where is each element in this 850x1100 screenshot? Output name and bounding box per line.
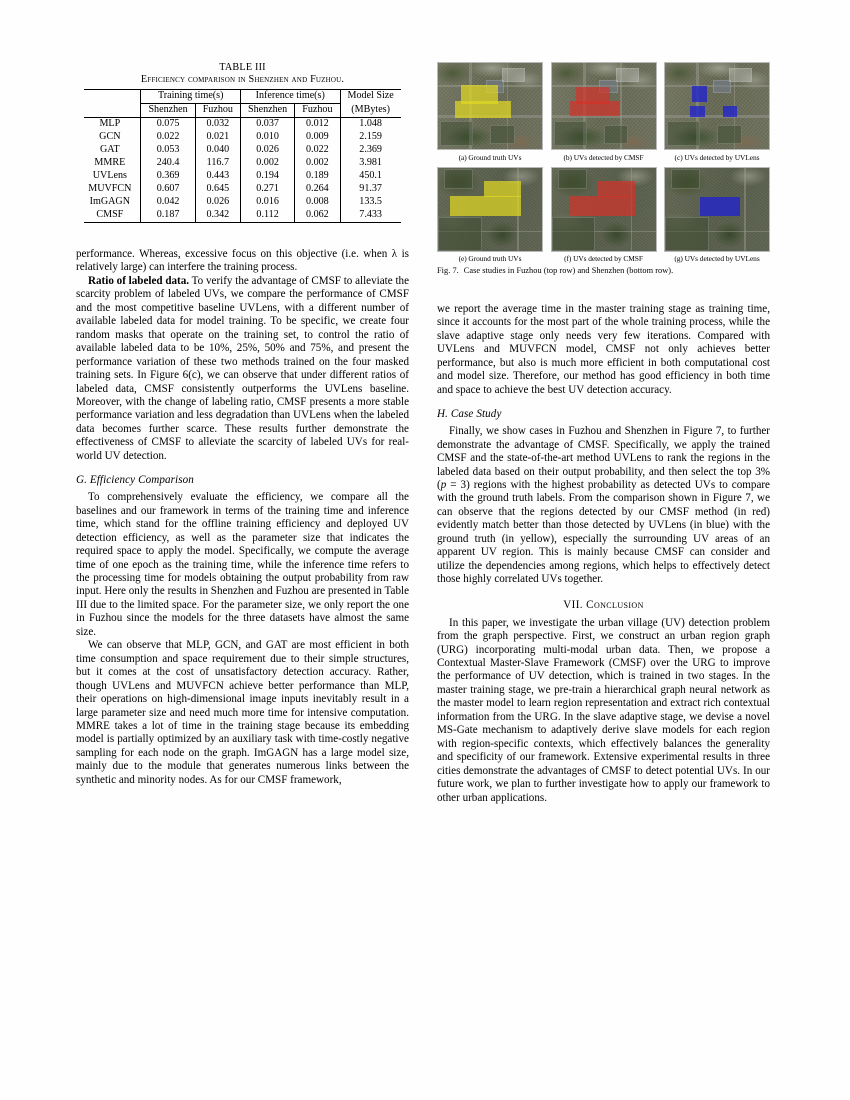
vegetation-block (440, 121, 473, 145)
cell-train-shenzhen: 0.042 (141, 196, 195, 209)
paragraph-case-study (437, 425, 770, 586)
uv-overlay-region (723, 106, 737, 117)
figure-row-top (437, 62, 770, 162)
corner-cell-2 (84, 103, 141, 117)
right-column (437, 303, 770, 805)
group-header-training: Training time(s) (141, 89, 241, 103)
paragraph-continued: performance. Whereas, excessive focus on this objective (i.e. when λ is relatively large) can interfere the training process. (76, 248, 409, 274)
cell-model-size: 2.369 (340, 144, 401, 157)
paragraph-conclusion: In this paper, we investigate the urban village (UV) detection problem from the graph perspective. First, we construct an urban region graph (URG) incorporating multi-modal urban data. Then, we propose a Contextual Master-Slave Framework (CMSF) over the URG to improve the performance of UV detection, which is trained in two stages. In the master training stage, we pre-train a hierarchical graph neural network as the master model to learn region representation and extract rich contextual information from the URG. In the slave adaptive stage, we devise a novel MS-Gate mechanism to adaptively derive slave models for each region with region-specific contexts, which effectively balances the generality and specificity of our framework. Extensive experimental results in three cities demonstrate the advantages of CMSF to detect potential UVs. In our future work, we plan to further investigate how to apply our framework to other urban applications. (437, 616, 770, 804)
satellite-image-e (437, 167, 543, 252)
table-header-group-row (84, 89, 401, 103)
cell-train-shenzhen: 0.075 (141, 117, 195, 130)
figure-panel-f (551, 167, 657, 264)
cell-infer-shenzhen: 0.112 (240, 209, 294, 222)
figure-caption-text: Case studies in Fuzhou (top row) and Shenzhen (bottom row). (463, 266, 674, 275)
cell-model-size: 133.5 (340, 196, 401, 209)
table-caption: Efficiency comparison in Shenzhen and Fuzhou. (140, 74, 345, 86)
vegetation-block (558, 169, 587, 189)
satellite-image-b (551, 62, 657, 150)
figure-panel-e (437, 167, 543, 264)
vegetation-block (552, 217, 596, 251)
cell-infer-shenzhen: 0.026 (240, 144, 294, 157)
row-label: MLP (84, 117, 141, 130)
figure-7-block (437, 62, 770, 276)
vegetation-block (438, 217, 482, 251)
cell-infer-shenzhen: 0.002 (240, 157, 294, 170)
row-label: MMRE (94, 157, 126, 169)
table-row (84, 183, 401, 196)
subcaption-e: (e) Ground truth UVs (458, 254, 522, 263)
table-row (84, 144, 401, 157)
cell-infer-fuzhou: 0.008 (295, 196, 340, 209)
road-vertical (744, 167, 746, 252)
table-row (84, 196, 401, 209)
vegetation-block (717, 125, 742, 144)
cell-infer-shenzhen: 0.194 (240, 170, 294, 183)
cell-train-fuzhou: 116.7 (195, 157, 240, 170)
subheader-infer-shenzhen: Shenzhen (240, 103, 294, 117)
figure-panel-c (664, 62, 770, 162)
row-label: GAT (100, 144, 120, 156)
building-block (502, 68, 525, 82)
cell-train-shenzhen: 0.022 (141, 131, 195, 144)
cell-infer-fuzhou: 0.002 (295, 157, 340, 170)
uv-overlay-region (570, 101, 620, 116)
building-block (729, 68, 752, 82)
subheader-model-size-unit: (MBytes) (340, 103, 401, 117)
subheader-infer-fuzhou: Fuzhou (295, 103, 340, 117)
efficiency-table (84, 89, 401, 223)
vegetation-block (444, 169, 473, 189)
subcaption-c: (c) UVs detected by UVLens (674, 152, 760, 162)
cell-train-shenzhen: 0.607 (141, 183, 195, 196)
table-body (84, 117, 401, 222)
subcaption-b: (b) UVs detected by CMSF (563, 152, 644, 162)
paragraph-g-2: We can observe that MLP, GCN, and GAT are most efficient in both time consumption and space requirement due to their simple structures, but it comes at the cost of unsatisfactory detection accuracy. Rather, though UVLens and MUVFCN achieve better performance than MLP, their operations on high-dimensional image inputs inevitably result in a large parameter size and need much more time for intensive computation. MMRE takes a lot of time in the training stage because its embedding model is partially optimized by an auxiliary task with time-costly negative sampling for each node on the graph. ImGAGN has a large model size, mainly due to the module that generates numerous links between the synthetic and minority nodes. As for our CMSF framework, (76, 639, 409, 786)
cell-infer-fuzhou: 0.062 (295, 209, 340, 222)
road-horizontal (664, 115, 770, 118)
figure-panel-a (437, 62, 543, 162)
satellite-image-c (664, 62, 770, 150)
row-label: CMSF (84, 209, 141, 222)
cell-model-size: 450.1 (340, 170, 401, 183)
cell-model-size: 7.433 (340, 209, 401, 222)
cell-infer-fuzhou: 0.189 (295, 170, 340, 183)
section-heading-vii: VII. Conclusion (563, 598, 644, 611)
uv-overlay-region (570, 196, 634, 216)
uv-overlay-region (690, 106, 705, 117)
cell-train-fuzhou: 0.645 (195, 183, 240, 196)
case-study-part2: ) regions with the highest probability as detected UVs to compare with the ground truth labels. From the comparison shown in Figure 7, we can observe that the regions detected by our CMSF method (in red) evidently match better than those detected by UVLens (in blue) with the ground truth (in yellow), especially the surrounding UV areas of an apparent UV region. This is mainly because CMSF can consider and utilize the dependencies among regions, which helps to effectively detect those highly correlated UVs together. (437, 478, 770, 586)
row-label: UVLens (92, 170, 127, 182)
table-row (84, 209, 401, 222)
cell-train-fuzhou: 0.032 (195, 117, 240, 130)
subcaption-g: (g) UVs detected by UVLens (674, 254, 760, 263)
cell-model-size: 1.048 (340, 117, 401, 130)
vegetation-block (490, 125, 515, 144)
cell-model-size: 3.981 (340, 157, 401, 170)
row-label: MUVFCN (88, 183, 132, 195)
cell-infer-fuzhou: 0.264 (295, 183, 340, 196)
case-study-part1: Finally, we show cases in Fuzhou and Shenzhen in Figure 7, to further demonstrate the advantage of CMSF. Specifically, we apply the trained CMSF and the state-of-the-art method UVLens to rank the regions in the labeled data based on their output probability, and then select the top 3% ( (437, 425, 770, 491)
corner-cell (84, 89, 141, 103)
uv-overlay-region (700, 197, 740, 215)
satellite-image-a (437, 62, 543, 150)
runin-heading-ratio: Ratio of labeled data. (88, 274, 190, 287)
cell-infer-shenzhen: 0.271 (240, 183, 294, 196)
cell-train-shenzhen: 240.4 (141, 157, 195, 170)
cell-train-fuzhou: 0.026 (195, 196, 240, 209)
figure-panel-b (551, 62, 657, 162)
cell-model-size: 2.159 (340, 131, 401, 144)
math-equation-value: = 3 (446, 478, 467, 491)
group-header-inference: Inference time(s) (240, 89, 340, 103)
table-iii-block (76, 62, 409, 223)
cell-infer-fuzhou: 0.012 (295, 117, 340, 130)
vegetation-block (665, 217, 709, 251)
paragraph-g-1: To comprehensively evaluate the efficiency, we compare all the baselines and our framework in terms of the training time and inference time, which stand for the offline training efficiency and deployed UV detection efficiency, as well as the parameter size that indicates the required space to apply the model. Specifically, we compute the average time of one epoch as the training time, while the inference time refers to the processing time for models obtaining the output probability from raw input. Here only the results in Shenzhen and Fuzhou are presented in Table III due to the limited space. For the parameter size, we only report the one in Fuzhou since the models for the three datasets have almost the same size. (76, 491, 409, 638)
cell-train-fuzhou: 0.021 (195, 131, 240, 144)
table-row (84, 117, 401, 130)
cell-train-shenzhen: 0.369 (141, 170, 195, 183)
cell-infer-shenzhen: 0.037 (240, 117, 294, 130)
uv-overlay-region (455, 101, 511, 118)
table-number: TABLE III (219, 62, 266, 73)
uv-overlay-region (450, 196, 521, 216)
vegetation-block (667, 121, 700, 145)
table-title (76, 62, 409, 87)
figure-caption (437, 266, 770, 276)
satellite-image-g (664, 167, 770, 252)
table-row (84, 131, 401, 144)
paragraph-g2-continued: we report the average time in the master training stage as training time, since it accounts for the most part of the whole training process, while the slave adaptive stage only needs very few iterations. Compared with UVLens and MUVFCN model, CMSF not only achieves better performance, but also is much more efficient in both computational cost and model size. Therefore, our method has good efficiency in both time and space to achieve the best UV detection accuracy. (437, 303, 770, 396)
uv-overlay-region (692, 86, 707, 101)
cell-train-shenzhen: 0.053 (141, 144, 195, 157)
subheader-train-fuzhou: Fuzhou (195, 103, 240, 117)
paragraph-ratio-body: To verify the advantage of CMSF to alleviate the scarcity problem of labeled UVs, we compare the performance of CMSF and the most competitive baseline UVLens, with a different number of available labeled data for model training. To be specific, we create four random masks that operate on the training set, to control the ratio of available labeled data to be 10%, 25%, 50% and 75%, and present the performance variation of these two methods trained on the four masked training sets. In Figure 6(c), we can observe that under different ratios of labeled data, CMSF consistently outperforms the UVLens baseline. Moreover, with the change of labeling ratio, CMSF presents a more stable performance variation and less degradation than UVLens when the labeled data becomes further scarce. These results further demonstrate the effectiveness of CMSF to alleviate the scarcity of labeled UVs for real-world UV detection. (76, 274, 409, 462)
row-label: ImGAGN (89, 196, 131, 208)
satellite-image-f (551, 167, 657, 252)
section-heading-h: H. Case Study (437, 408, 502, 421)
section-heading-g: G. Efficiency Comparison (76, 474, 194, 487)
subcaption-a: (a) Ground truth UVs (458, 152, 522, 162)
table-header-sub-row (84, 103, 401, 117)
subcaption-f: (f) UVs detected by CMSF (564, 254, 643, 263)
cell-train-shenzhen: 0.187 (141, 209, 195, 222)
group-header-model-size: Model Size (340, 89, 401, 103)
cell-infer-shenzhen: 0.016 (240, 196, 294, 209)
table-row (84, 157, 401, 170)
vegetation-block (671, 169, 700, 189)
vegetation-block (604, 125, 629, 144)
cell-infer-fuzhou: 0.022 (295, 144, 340, 157)
cell-model-size: 91.37 (340, 183, 401, 196)
cell-infer-shenzhen: 0.010 (240, 131, 294, 144)
math-variable-p: p (440, 478, 447, 491)
left-column (76, 248, 409, 787)
cell-train-fuzhou: 0.443 (195, 170, 240, 183)
subheader-train-shenzhen: Shenzhen (141, 103, 195, 117)
row-label: GCN (99, 131, 121, 143)
figure-panel-g (664, 167, 770, 264)
cell-infer-fuzhou: 0.009 (295, 131, 340, 144)
vegetation-block (554, 121, 587, 145)
figure-row-bottom (437, 167, 770, 264)
paragraph-ratio-labeled-data (76, 275, 409, 463)
cell-train-fuzhou: 0.342 (195, 209, 240, 222)
figure-label: Fig. 7. (437, 266, 459, 275)
building-block (616, 68, 639, 82)
cell-train-fuzhou: 0.040 (195, 144, 240, 157)
table-row (84, 170, 401, 183)
